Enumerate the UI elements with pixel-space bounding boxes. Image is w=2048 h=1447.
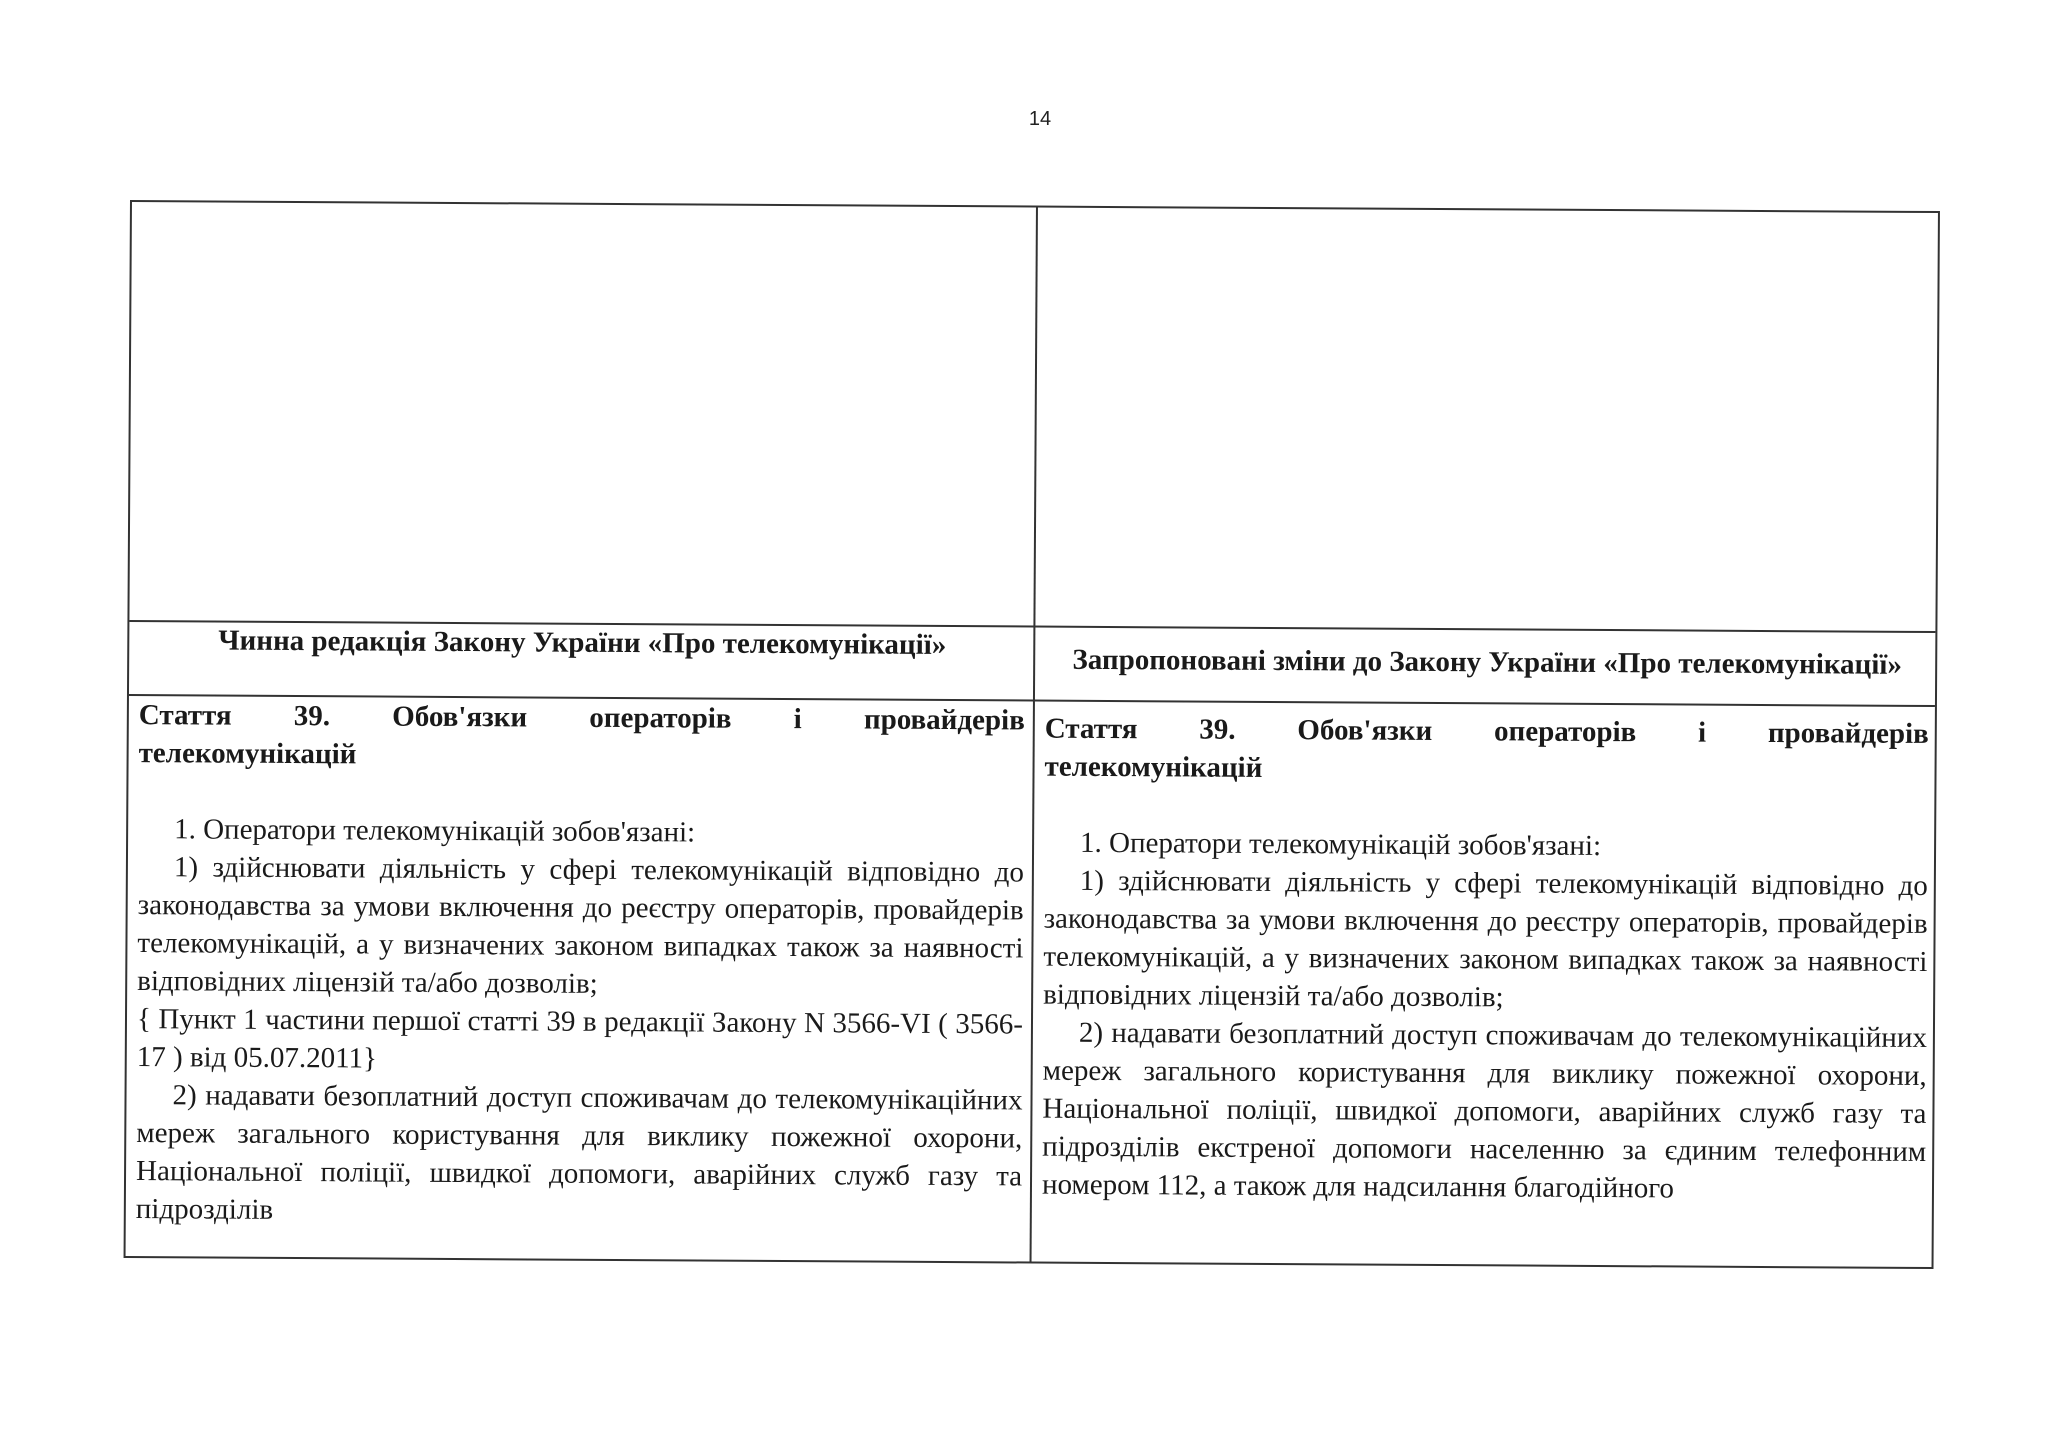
header-proposed-changes: Запропоновані зміни до Закону України «Про телекомунікації» [1072, 643, 1902, 681]
current-law-column [136, 696, 1025, 1233]
comparison-table [124, 200, 1940, 1269]
paragraph-item-1: 1) здійснювати діяльність у сфері телекомунікацій відповідно до законодавства за умови включення до реєстру операторів, провайдерів телекомунікацій, а у визначених законом випадках також за наявності відповідних ліцензій та/або дозволів; [137, 851, 1025, 1000]
page-number: 14 [1028, 108, 1052, 130]
header-current-law: Чинна редакція Закону України «Про телекомунікації» [218, 624, 947, 661]
proposed-changes-column [1042, 710, 1929, 1209]
amendment-note: { Пункт 1 частини першої статті 39 в редакції Закону N 3566-VI ( 3566-17 ) від 05.07.2011} [136, 1003, 1024, 1075]
paragraph-item-2: 2) надавати безоплатний доступ споживачам до телекомунікаційних мереж загального користування для виклику пожежної охорони, Національної поліції, швидкої допомоги, аварійних служб газу та підрозділів екстреної допомоги населенню за єдиним телефонним номером 112, а також для надсилання благодійного [1041, 1016, 1928, 1205]
paragraph-item-2: 2) надавати безоплатний доступ споживачам до телекомунікаційних мереж загального користування для виклику пожежної охорони, Національної поліції, швидкої допомоги, аварійних служб газу та підрозділів [135, 1079, 1023, 1226]
article-title: Стаття 39. Обов'язки операторів і провайдерів телекомунікацій [138, 699, 1025, 771]
paragraph-intro: 1. Оператори телекомунікацій зобов'язані: [1079, 826, 1602, 862]
paragraph-intro: 1. Оператори телекомунікацій зобов'язані: [174, 813, 696, 849]
column-divider [1030, 208, 1038, 1262]
article-title: Стаття 39. Обов'язки операторів і провайдерів телекомунікацій [1044, 712, 1929, 784]
paragraph-item-1: 1) здійснювати діяльність у сфері телекомунікацій відповідно до законодавства за умови включення до реєстру операторів, провайдерів телекомунікацій, а у визначених законом випадках також за наявності відповідних ліцензій та/або дозволів; [1043, 864, 1928, 1014]
